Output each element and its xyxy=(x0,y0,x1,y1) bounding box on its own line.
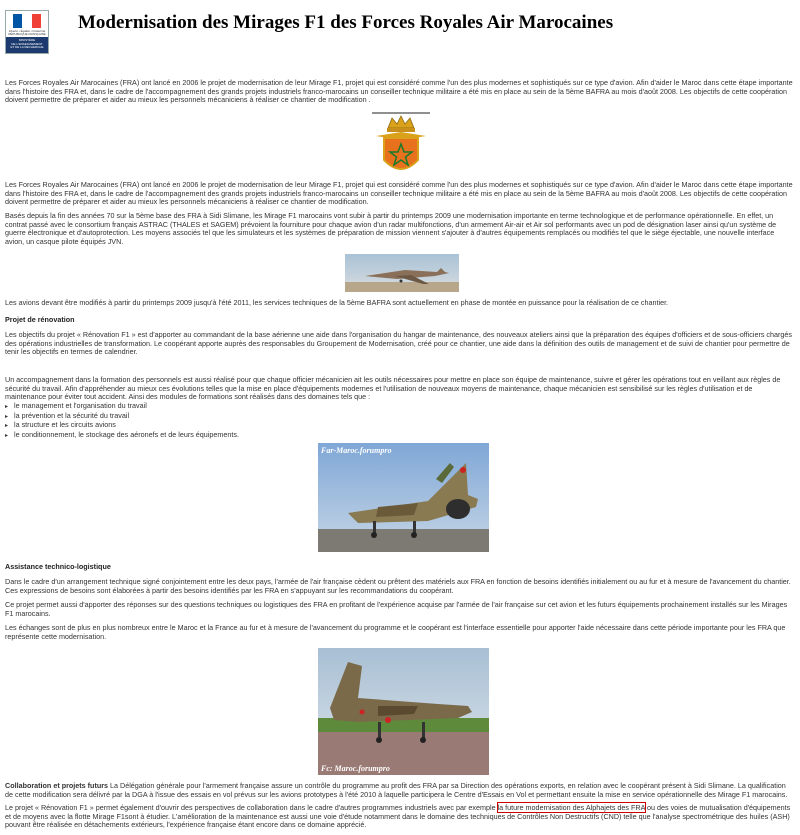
paragraph-final: Le projet « Rénovation F1 » permet également d'ouvrir des perspectives de collaboration dans le cadre d'autres programmes industriels avec par exemple la future modernisation des Alphajets des FRA ou des voies de mutualisation d'équipements et de moyens avec la flotte Mirage F1sont à étudier. L'amélioration de la maintenance est aussi une voie d'étude notamment dans le domaine des techniques de Contrôles Non Destructifs (CND) telle que l'analyse spectrométrique des huiles (ASH) pouvant être réalisée en détachements extérieurs, l'expérience française étant encore dans ce domaine apprécié. xyxy=(5,803,791,830)
paragraph-assistance-3: Les échanges sont de plus en plus nombreux entre le Maroc et la France au fur et à mesure de l'avancement du programme et le coopérant est l'interface essentielle pour apporter l'aide nécessaire dans cette période importante pour les FRA que représente cette modernisation. xyxy=(5,623,786,641)
paragraph-collaboration: Collaboration et projets futurs La Délégation générale pour l'armement française assure un contrôle du programme au profit des FRA par sa Direction des opérations exports, en relation avec le coopérant présent à Sidi Slimane. La qualification de cette modification sera délivré par la DGA à l'issue des essais en vol prévus sur les avions prototypes à l'été 2010 à laquelle participera le Centre d'Essais en Vol et permettant ensuite la mise en service opérationnelle des Mirage F1 marocains. xyxy=(5,781,788,799)
photo-caption: Fc: Maroc.forumpro xyxy=(321,764,390,773)
list-item: ▸ la prévention et la sécurité du travail xyxy=(5,412,239,422)
ministry-logo[interactable] xyxy=(5,10,49,54)
paragraph-avions: Les avions devant être modifiés à partir du printemps 2009 jusqu'à l'été 2011, les services techniques de la 5ème BAFRA sont actuellement en phase de montée en puissance pour la réalisation de ce chantier. xyxy=(5,298,669,307)
paragraph-accompagnement: Un accompagnement dans la formation des personnels est aussi réalisé pour que chaque officier mécanicien ait les outils nécessaires pour mettre en place son équipe de maintenance, suivre et gérer les opérations tout en veillant aux règles de sécurité du travail. Afin d'appréhender au mieux ces évolutions telles que la mise en place d'équipements modernes et l'utilisation de nouveaux moyens de maintenance, chaque mécanicien est sensibilisé sur les règles d'utilisation et de maintenance pour éviter tout accident. Ainsi des modules de formations sont réalisés dans des domaines tels que : xyxy=(5,375,781,402)
heading-assistance: Assistance technico-logistique xyxy=(5,562,111,571)
list-item: ▸ le conditionnement, le stockage des aéronefs et de leurs équipements. xyxy=(5,431,239,441)
mirage-takeoff-photo xyxy=(345,254,459,292)
paragraph-intro-repeat: Les Forces Royales Air Marocaines (FRA) ont lancé en 2006 le projet de modernisation de leur Mirage F1, projet qui est considéré comme l'un des plus modernes et sophistiqués sur ce type d'avion. Afin d'aider le Maroc dans cette étape importante dans l'histoire des FRA et, dans le cadre de l'accompagnement des grands projets industriels franco-marocains un conseiller technique militaire a été mis en place au sein de la 5ème BAFRA au mois d'août 2008. Les objectifs de cette coopération doivent permettre de préparer et aider au mieux les personnels mécaniciens à réaliser ce chantier de modification. xyxy=(5,180,793,207)
paragraph-intro: Les Forces Royales Air Marocaines (FRA) ont lancé en 2006 le projet de modernisation de leur Mirage F1, projet qui est considéré comme l'un des plus modernes et sophistiqués sur ce type d'avion. Afin d'aider le Maroc dans cette étape importante dans l'histoire des FRA et, dans le cadre de l'accompagnement des grands projets industriels franco-marocains un conseiller technique militaire a été mis en place au sein de la 5ème BAFRA au mois d'août 2008. Les objectifs de cette coopération doivent permettre de préparer et aider au mieux les personnels mécaniciens à réaliser ce chantier de modification . xyxy=(5,78,793,105)
french-flag-icon xyxy=(13,14,41,28)
paragraph-assistance-1: Dans le cadre d'un arrangement technique signé conjointement entre les deux pays, l'armée de l'air française cèdent ou prêtent des matériels aux FRA en fonction de besoins identifiés initialement ou au fur et à mesure de l'avancement du chantier. Ces expressions de besoins sont élaborées à partir des besoins identifiés par les FRA en s'appuyant sur les recommandations du coopérant. xyxy=(5,577,791,595)
paragraph-projet: Les objectifs du projet « Rénovation F1 » est d'apporter au commandant de la base aérienne une aide dans l'organisation du hangar de maintenance, des nouveaux ateliers ainsi que la préparation des équipes d'officiers et de sous-officiers chargés des opérations industrielles de transformation. Le coopérant apporte auprès des responsables du Groupement de Modernisation, créé pour ce chantier, une aide dans la définition des outils de management et de suivi de chantier pour permettre de tenir les objectifs en termes de calendrier. xyxy=(5,330,792,357)
page-title: Modernisation des Mirages F1 des Forces Royales Air Marocaines xyxy=(78,12,614,33)
list-item: ▸ la structure et les circuits avions xyxy=(5,421,239,431)
logo-ministry-band: MINISTÈRE DE L'ENSEIGNEMENT ET DE LA RECHERCHE xyxy=(6,37,48,53)
paragraph-assistance-2: Ce projet permet aussi d'apporter des réponses sur des questions techniques ou logistiques des FRA en profitant de l'expérience acquise par l'armée de l'air française sur cet avion et les futurs équipements prochainement installés sur les Mirages F1 marocains. xyxy=(5,600,788,618)
collab-heading: Collaboration et projets futurs xyxy=(5,781,109,790)
mirage-hangar-photo xyxy=(318,648,489,775)
list-item: ▸ le management et l'organisation du travail xyxy=(5,402,239,412)
logo-motto: Liberté • Égalité • Fraternité RÉPUBLIQUE FRANÇAISE xyxy=(8,29,46,36)
alphajet-highlight[interactable]: la future modernisation des Alphajets des FRA xyxy=(497,803,645,812)
royal-air-force-emblem xyxy=(370,110,432,180)
training-list xyxy=(5,402,239,440)
paragraph-bases: Basés depuis la fin des années 70 sur la 5ème base des FRA à Sidi Slimane, les Mirage F1 marocains vont subir à partir du printemps 2009 une modernisation importante en terme technologique et de performance opérationnelle. En effet, un contrat passé avec le consortium français ASTRAC (THALES et SAGEM) prévoient la fourniture pour chaque avion d'un radar multifonctions, d'un armement Air-air et Air sol performants avec un pod de désignation laser ainsi qu'un système de guerre électronique et d'autoprotection. Les moyens associés tel que les simulateurs et les systèmes de préparation de mission viennent s'ajouter à d'autres équipements remplacés ou modifiés tel que le siège éjectable, une nouvelle interface avion, un casque pilote équipés JVN. xyxy=(5,211,777,246)
mirage-ground-photo xyxy=(318,443,489,552)
photo-caption: Far-Maroc.forumpro xyxy=(321,446,392,455)
heading-projet: Projet de rénovation xyxy=(5,315,75,324)
